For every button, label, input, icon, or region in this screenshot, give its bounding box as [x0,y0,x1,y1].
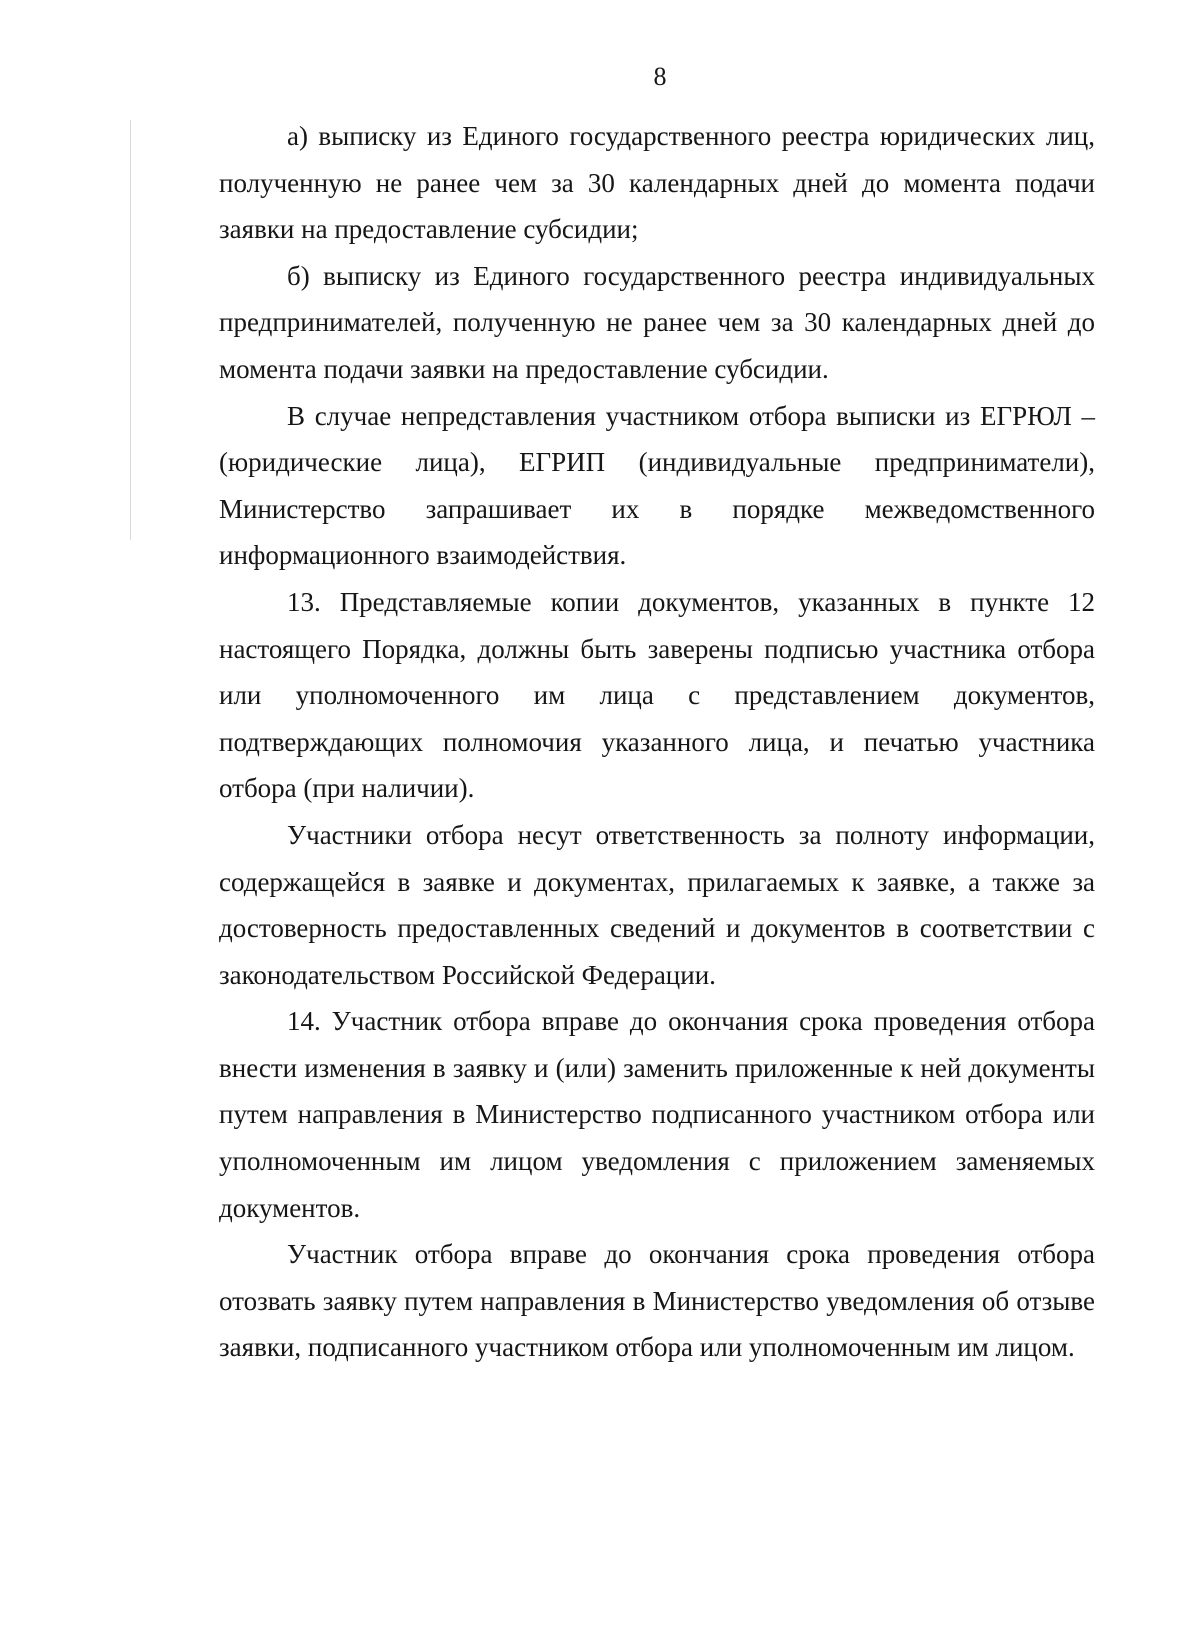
paragraph-b-egrip-extract: б) выписку из Единого государственного реестра индивидуальных предпринимателей, полученную не ранее чем за 30 календарных дней до момента подачи заявки на предоставление субсидии. [219,260,1095,384]
paragraph-14-amend-application: 14. Участник отбора вправе до окончания срока проведения отбора внести изменения в заявку и (или) заменить приложенные к ней документы путем направления в Министерство подписанного участником отбора или уполномоченным им лицом уведомления с приложением заменяемых документов. [219,1006,1095,1223]
paragraph-13-certified-copies: 13. Представляемые копии документов, указанных в пункте 12 настоящего Порядка, должны быть заверены подписью участника отбора или уполномоченного им лица с представлением документов, подтверждающих полномочия указанного лица, и печатью участника отбора (при наличии). [219,586,1095,804]
page-number: 8 [653,62,667,91]
paragraph-withdraw-application: Участник отбора вправе до окончания срока проведения отбора отозвать заявку путем направления в Министерство уведомления об отзыве заявки, подписанного участником отбора или уполномоченным им лицом. [219,1239,1095,1363]
scan-margin-line [130,120,131,540]
paragraph-a-egrul-extract: а) выписку из Единого государственного реестра юридических лиц, полученную не ранее чем за 30 календарных дней до момента подачи заявки на предоставление субсидии; [219,121,1095,245]
paragraph-responsibility: Участники отбора несут ответственность за полноту информации, содержащейся в заявке и документах, прилагаемых к заявке, а также за достоверность предоставленных сведений и документов в соответствии с законодательством Российской Федерации. [219,819,1095,990]
paragraph-interagency-request: В случае непредставления участником отбора выписки из ЕГРЮЛ – (юридические лица), ЕГРИП (индивидуальные предприниматели), Министерство запрашивает их в порядке межведомственного информационного взаимодействия. [219,400,1095,571]
document-body [219,113,1095,1371]
